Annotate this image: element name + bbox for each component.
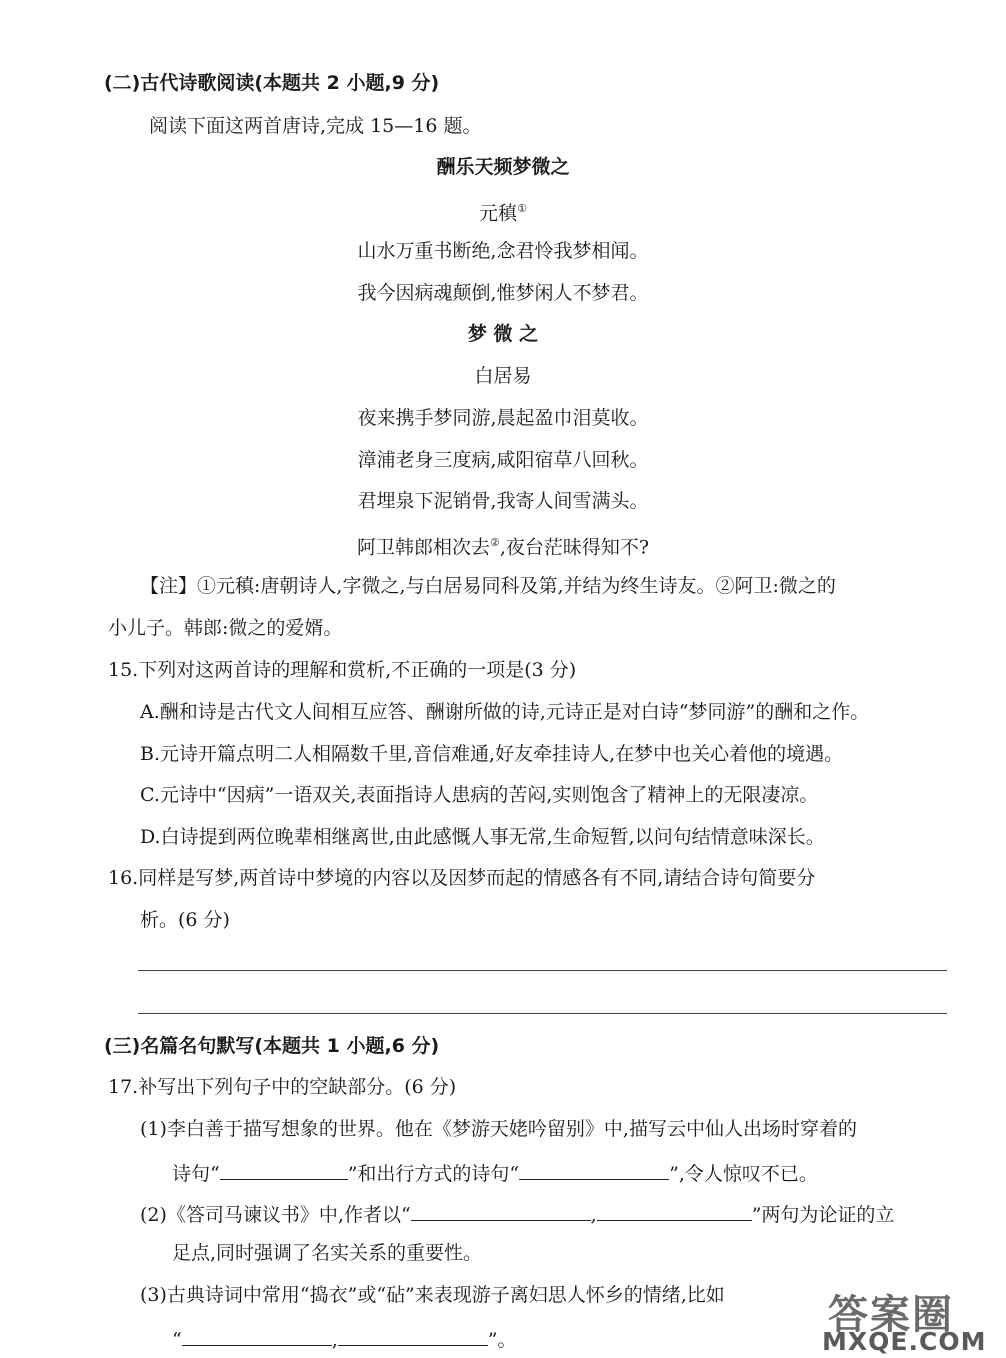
fill-blank[interactable] [519,1159,669,1180]
q17-part1: (1)李白善于描写想象的世界。他在《梦游天姥吟留别》中,描写云中仙人出场时穿着的 [140,1118,857,1140]
section2-intro: 阅读下面这两首唐诗,完成 15—16 题。 [149,115,482,137]
poem1-title: 酬乐天频梦微之 [436,156,570,178]
fill-text: ”。 [487,1329,517,1351]
q17-part3: (3)古典诗词中常用“捣衣”或“砧”来表现游子离妇思人怀乡的情绪,比如 [140,1284,725,1306]
q15-option-c: C.元诗中“因病”一语双关,表面指诗人患病的苦闷,实则饱含了精神上的无限凄凉。 [140,784,819,806]
q17-stem: 17.补写出下列句子中的空缺部分。(6 分) [108,1076,457,1098]
poem2-last-line-a: 阿卫韩郎相次去 [356,536,490,559]
section2-heading: (二)古代诗歌阅读(本题共 2 小题,9 分) [104,72,440,94]
poem1-line: 山水万重书断绝,念君怜我梦相闻。 [357,240,649,262]
poem2-last-line-b: ,夜台茫昧得知不? [499,536,650,559]
poem1-author-mark: ① [517,202,527,215]
fill-blank[interactable] [411,1200,591,1221]
fill-text: (2)《答司马谏议书》中,作者以“ [140,1204,411,1226]
poem1-line: 我今因病魂颠倒,惟梦闲人不梦君。 [357,282,649,304]
fill-text: ”,令人惊叹不已。 [669,1163,818,1185]
q15-option-b: B.元诗开篇点明二人相隔数千里,音信难通,好友牵挂诗人,在梦中也关心着他的境遇。 [140,743,844,765]
answer-line [138,1013,947,1014]
q17-part1-blanks [172,1159,818,1186]
poem2-title: 梦 微 之 [467,323,539,345]
fill-blank[interactable] [220,1159,348,1180]
poem2-line: 夜来携手梦同游,晨起盈巾泪莫收。 [357,407,649,429]
fill-text: “ [172,1329,182,1351]
poem2-line: 漳浦老身三度病,咸阳宿草八回秋。 [357,449,649,471]
q17-part2 [140,1200,894,1227]
poem2-line-last [0,531,1006,559]
poem2-author: 白居易 [474,365,532,387]
q15-stem: 15.下列对这两首诗的理解和赏析,不正确的一项是(3 分) [108,659,577,681]
watermark-logo [822,1283,1000,1356]
answer-line [138,970,947,971]
q17-part3-blanks [172,1325,516,1352]
fill-text: ”两句为论证的立 [751,1204,895,1226]
fill-text: , [331,1329,338,1351]
note-line: 小儿子。韩郎:微之的爱婿。 [108,617,343,639]
fill-text: 诗句“ [172,1163,220,1185]
poem1-author: 元稹 [479,202,518,225]
section3-heading: (三)名篇名句默写(本题共 1 小题,6 分) [104,1035,440,1057]
fill-blank[interactable] [597,1200,752,1221]
poem2-last-line-mark: ② [489,536,500,549]
poem1-author-line [0,197,1006,225]
q15-option-a: A.酬和诗是古代文人间相互应答、酬谢所做的诗,元诗正是对白诗“梦同游”的酬和之作。 [140,701,870,723]
note-line: 【注】①元稹:唐朝诗人,字微之,与白居易同科及第,并结为终生诗友。②阿卫:微之的 [140,575,836,597]
q17-part2-cont: 足点,同时强调了名实关系的重要性。 [172,1242,483,1264]
q16-stem-cont: 析。(6 分) [140,909,230,931]
fill-blank[interactable] [182,1325,332,1346]
q15-option-d: D.白诗提到两位晚辈相继离世,由此感慨人事无常,生命短暂,以问句结情意味深长。 [140,826,825,848]
fill-text: , [590,1204,597,1226]
q16-stem: 16.同样是写梦,两首诗中梦境的内容以及因梦而起的情感各有不同,请结合诗句简要分 [108,867,816,889]
poem2-line: 君埋泉下泥销骨,我寄人间雪满头。 [357,490,649,512]
fill-text: ”和出行方式的诗句“ [347,1163,520,1185]
fill-blank[interactable] [338,1325,488,1346]
watermark-bottom: MXQE.COM [822,1327,987,1356]
watermark-top: 答案圈 [828,1292,954,1338]
